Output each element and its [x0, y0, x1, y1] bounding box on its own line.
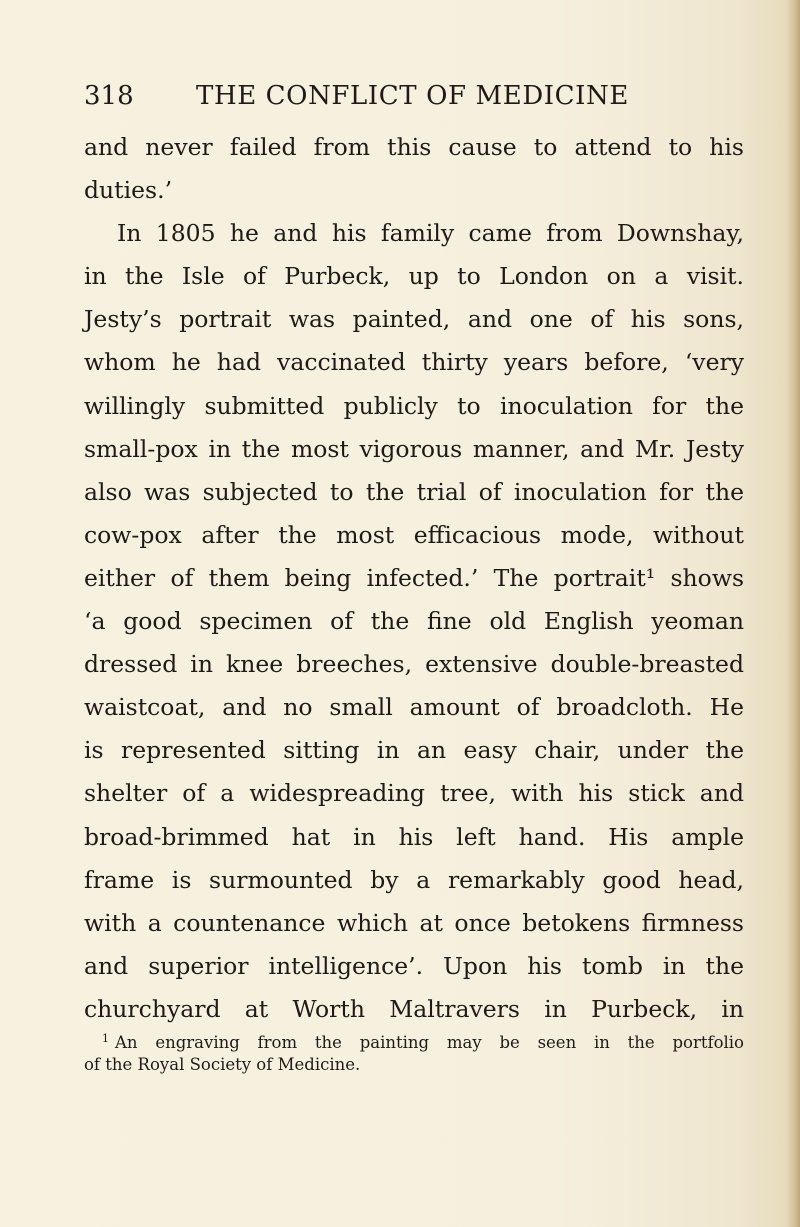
text-line: either of them being infected.’ The portrait¹ shows: [84, 563, 744, 592]
text-line: duties.’: [84, 176, 173, 205]
text-line: willingly submitted publicly to inoculation for the: [84, 391, 744, 420]
text-line: frame is surmounted by a remarkably good head,: [84, 865, 744, 894]
footnote-mark: 1: [102, 1032, 109, 1045]
text-line: small-pox in the most vigorous manner, and Mr. Jesty: [84, 434, 744, 463]
page-number: 318: [84, 81, 134, 111]
text-line: is represented sitting in an easy chair, under the: [84, 736, 744, 765]
text-line: waistcoat, and no small amount of broadcloth. He: [84, 693, 744, 722]
text-line: broad-brimmed hat in his left hand. His ample: [84, 822, 744, 851]
footnote-line: of the Royal Society of Medicine.: [84, 1055, 361, 1074]
running-head: [84, 78, 734, 114]
text-line: dressed in knee breeches, extensive double-breasted: [84, 650, 744, 679]
text-line: whom he had vaccinated thirty years before, ‘very: [84, 348, 744, 377]
footnote-line: [84, 1026, 744, 1052]
footnote-text: An engraving from the painting may be seen in the portfolio: [115, 1033, 744, 1052]
text-line: cow-pox after the most efficacious mode, without: [84, 520, 744, 549]
running-head-title: THE CONFLICT OF MEDICINE: [196, 81, 629, 111]
text-line: in the Isle of Purbeck, up to London on a visit.: [84, 262, 744, 291]
text-line: Jesty’s portrait was painted, and one of his sons,: [84, 305, 744, 334]
footnote: [84, 1026, 744, 1078]
text-line: with a countenance which at once betokens firmness: [84, 908, 744, 937]
page-edge-shadow: [786, 0, 800, 1227]
text-line: In 1805 he and his family came from Downshay,: [117, 219, 744, 248]
text-line: churchyard at Worth Maltravers in Purbeck, in: [84, 994, 744, 1023]
text-line: also was subjected to the trial of inoculation for the: [84, 477, 744, 506]
text-line: and never failed from this cause to attend to his: [84, 133, 744, 161]
body-text: [84, 126, 744, 1031]
text-line: ‘a good specimen of the fine old English yeoman: [84, 607, 744, 636]
text-line: shelter of a widespreading tree, with his stick and: [84, 779, 744, 808]
text-line: and superior intelligence’. Upon his tomb in the: [84, 951, 744, 980]
